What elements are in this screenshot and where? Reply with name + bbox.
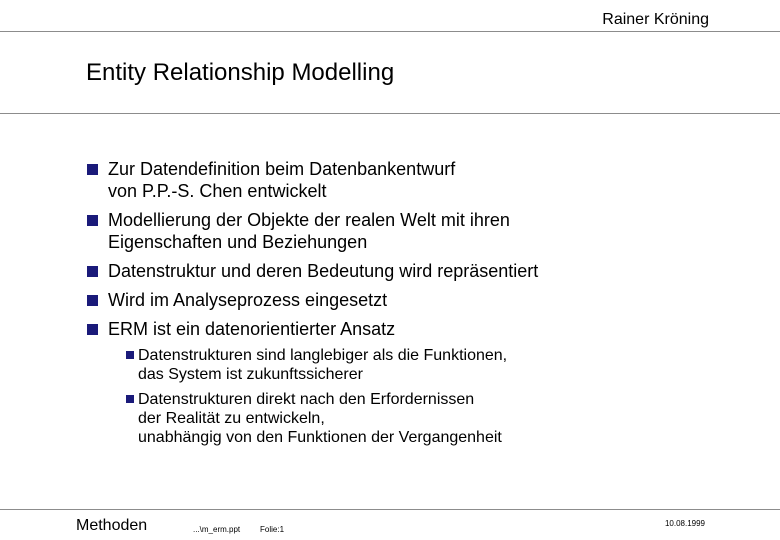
slide-title: Entity Relationship Modelling — [86, 59, 395, 86]
bullet-item — [86, 289, 538, 311]
square-bullet-icon — [87, 266, 98, 277]
sub-bullet-text: unabhängig von den Funktionen der Vergangenheit — [138, 429, 502, 446]
bullet-text: von P.P.-S. Chen entwickelt — [108, 181, 327, 201]
bullet-list — [86, 158, 538, 347]
sub-bullet-list — [126, 346, 507, 453]
bullet-item — [86, 158, 538, 202]
square-bullet-icon — [87, 215, 98, 226]
square-bullet-icon — [87, 164, 98, 175]
bullet-text: Wird im Analyseprozess eingesetzt — [108, 290, 388, 310]
bullet-text: Datenstruktur und deren Bedeutung wird repräsentiert — [108, 261, 539, 281]
bullet-item — [86, 209, 538, 253]
sub-bullet-text: der Realität zu entwickeln, — [138, 410, 325, 427]
sub-bullet-item — [126, 390, 507, 447]
bullet-text: Eigenschaften und Beziehungen — [108, 232, 368, 252]
bullet-item — [86, 260, 538, 282]
footer-slide-number: Folie:1 — [260, 525, 285, 534]
footer-date: 10.08.1999 — [664, 519, 705, 528]
sub-bullet-text: Datenstrukturen sind langlebiger als die Funktionen, — [138, 347, 508, 364]
footer-file: ...\m_erm.ppt — [193, 525, 241, 534]
bullet-text: ERM ist ein datenorientierter Ansatz — [108, 319, 396, 339]
square-bullet-icon — [87, 295, 98, 306]
square-bullet-icon — [126, 351, 134, 359]
square-bullet-icon — [87, 324, 98, 335]
title-divider — [0, 113, 780, 114]
bullet-text: Modellierung der Objekte der realen Welt mit ihren — [108, 210, 510, 230]
square-bullet-icon — [126, 395, 134, 403]
bullet-text: Zur Datendefinition beim Datenbankentwurf — [108, 159, 456, 179]
bullet-item — [86, 318, 538, 340]
author-name: Rainer Kröning — [602, 11, 709, 28]
header-divider — [0, 31, 780, 32]
footer-section: Methoden — [76, 517, 148, 534]
sub-bullet-text: das System ist zukunftssicherer — [138, 366, 363, 383]
sub-bullet-text: Datenstrukturen direkt nach den Erfordernissen — [138, 391, 475, 408]
sub-bullet-item — [126, 346, 507, 384]
footer-divider — [0, 509, 780, 510]
